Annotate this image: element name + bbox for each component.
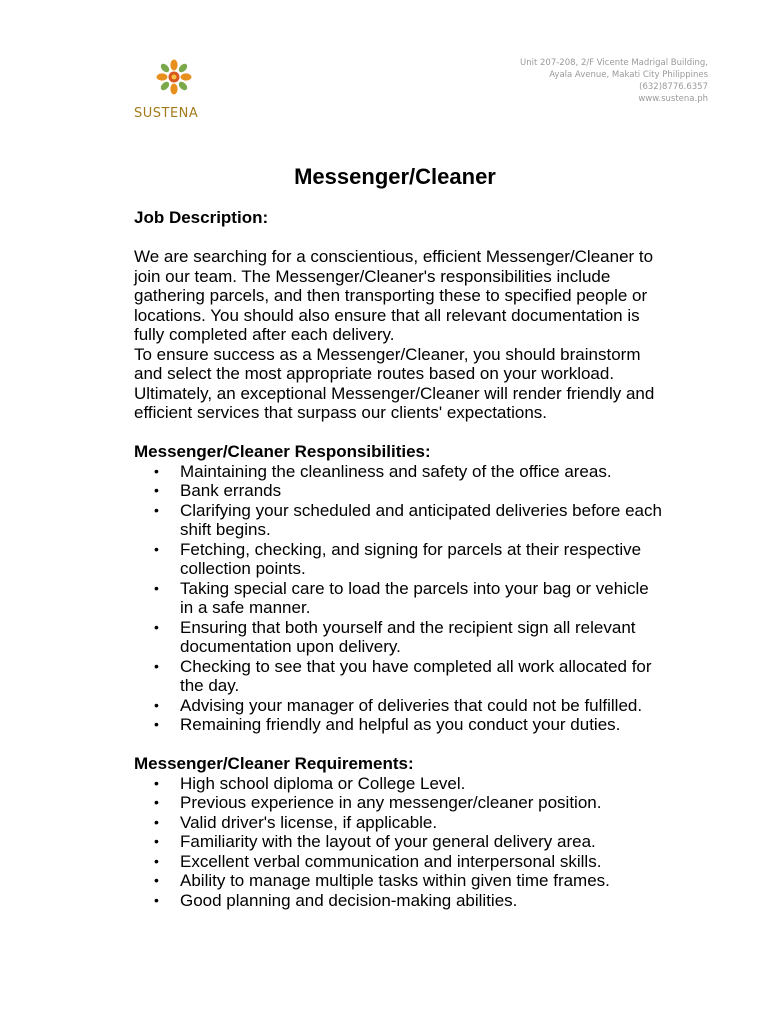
logo-text: SUSTENA: [134, 106, 199, 121]
bullet-icon: •: [154, 774, 159, 791]
document-body: [134, 208, 664, 910]
bullet-icon: •: [154, 813, 159, 830]
list-item: [134, 813, 664, 833]
requirements-list: [134, 774, 664, 911]
list-item: [134, 715, 664, 735]
bullet-icon: •: [154, 696, 159, 713]
list-item: [134, 618, 664, 657]
list-item-text: Checking to see that you have completed all work allocated for the day.: [180, 656, 652, 695]
sunflower-icon: [134, 58, 214, 106]
list-item: [134, 852, 664, 872]
address-line: Ayala Avenue, Makati City Philippines: [549, 70, 708, 80]
list-item: [134, 832, 664, 852]
list-item-text: Good planning and decision-making abilities.: [180, 890, 518, 910]
list-item-text: Previous experience in any messenger/cleaner position.: [180, 793, 602, 812]
address-line: Unit 207-208, 2/F Vicente Madrigal Building,: [520, 58, 708, 68]
responsibilities-list: [134, 462, 664, 735]
list-item-text: High school diploma or College Level.: [180, 773, 466, 793]
list-item-text: Remaining friendly and helpful as you conduct your duties.: [180, 715, 621, 734]
list-item: [134, 891, 664, 911]
company-address: [520, 57, 708, 105]
bullet-icon: •: [154, 716, 159, 732]
bullet-icon: •: [154, 618, 159, 635]
list-item-text: Advising your manager of deliveries that could not be fulfilled.: [180, 695, 643, 715]
list-item: [134, 774, 664, 794]
list-item: [134, 871, 664, 891]
requirements-heading: Messenger/Cleaner Requirements:: [134, 754, 414, 773]
bullet-icon: •: [154, 891, 159, 908]
list-item-text: Excellent verbal communication and interpersonal skills.: [180, 851, 602, 871]
list-item: [134, 696, 664, 716]
list-item: [134, 793, 664, 813]
list-item: [134, 462, 664, 482]
job-description-paragraph: To ensure success as a Messenger/Cleaner, you should brainstorm and select the most appropriate routes based on your workload. Ultimately, an exceptional Messenger/Cleaner will render friendly and efficient services that surpass our clients' expectations.: [134, 344, 655, 422]
list-item-text: Valid driver's license, if applicable.: [180, 812, 438, 832]
list-item-text: Fetching, checking, and signing for parcels at their respective collection points.: [180, 539, 642, 578]
list-item: [134, 501, 664, 540]
bullet-icon: •: [154, 794, 159, 810]
bullet-icon: •: [154, 579, 159, 596]
bullet-icon: •: [154, 852, 159, 869]
bullet-icon: •: [154, 833, 159, 849]
list-item-text: Maintaining the cleanliness and safety of the office areas.: [180, 461, 612, 481]
responsibilities-heading: Messenger/Cleaner Responsibilities:: [134, 442, 431, 461]
list-item: [134, 657, 664, 696]
bullet-icon: •: [154, 657, 159, 674]
bullet-icon: •: [154, 540, 159, 557]
website-link[interactable]: www.sustena.ph: [638, 94, 708, 104]
list-item-text: Taking special care to load the parcels into your bag or vehicle in a safe manner.: [180, 578, 649, 617]
bullet-icon: •: [154, 501, 159, 518]
bullet-icon: •: [154, 872, 159, 888]
list-item-text: Clarifying your scheduled and anticipated deliveries before each shift begins.: [180, 500, 662, 539]
bullet-icon: •: [154, 482, 159, 498]
list-item-text: Ensuring that both yourself and the recipient sign all relevant documentation upon delivery.: [180, 617, 636, 656]
page-title: Messenger/Cleaner: [294, 164, 496, 189]
phone-number: (632)8776.6357: [639, 82, 708, 92]
list-item-text: Ability to manage multiple tasks within given time frames.: [180, 871, 610, 890]
bullet-icon: •: [154, 462, 159, 479]
list-item: [134, 579, 664, 618]
job-description-paragraph: We are searching for a conscientious, efficient Messenger/Cleaner to join our team. The Messenger/Cleaner's responsibilities include gathering parcels, and then transporting these to specified people or locations. You should also ensure that all relevant documentation is fully completed after each delivery.: [134, 247, 654, 344]
company-logo: [134, 58, 214, 122]
list-item-text: Bank errands: [180, 481, 282, 500]
list-item: [134, 540, 664, 579]
job-description-heading: Job Description:: [134, 208, 269, 227]
list-item: [134, 481, 664, 501]
list-item-text: Familiarity with the layout of your general delivery area.: [180, 832, 596, 851]
